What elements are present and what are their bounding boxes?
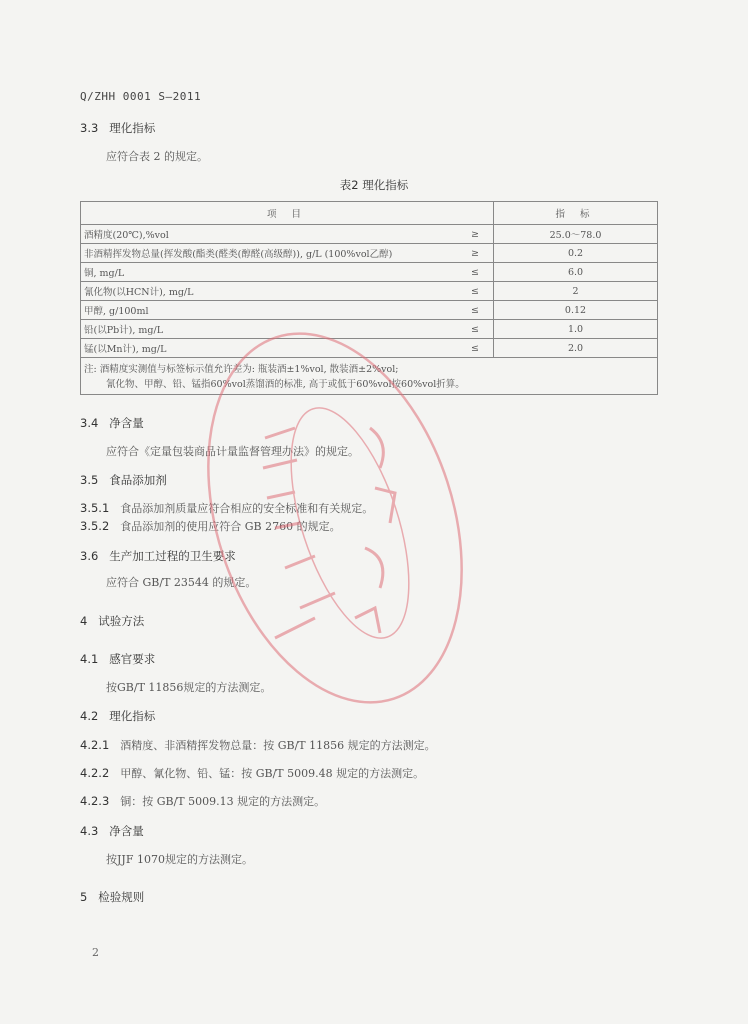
section-number: 5 — [80, 890, 88, 904]
section-3-3-heading — [80, 120, 155, 136]
section-3-6-text: 应符合 GB/T 23544 的规定。 — [106, 576, 257, 589]
cell-operator: ≤ — [457, 301, 494, 320]
section-number: 4.3 — [80, 824, 99, 838]
cell-operator: ≤ — [457, 282, 494, 301]
section-4-2-2 — [80, 765, 424, 781]
stamp-outer-ring — [205, 318, 465, 718]
section-4-heading — [80, 613, 144, 629]
cell-value: 25.0～78.0 — [494, 225, 658, 244]
section-title: 食品添加剂 — [109, 473, 167, 487]
table-header-row — [81, 202, 658, 225]
section-number: 4 — [80, 614, 88, 628]
clause-number: 4.2.1 — [80, 738, 110, 752]
section-title: 试验方法 — [98, 614, 145, 628]
cell-item: 锰(以Mn计), mg/L — [81, 339, 458, 358]
header-value: 指 标 — [494, 202, 658, 225]
clause-text: 甲醇、氰化物、铅、锰：按 GB/T 5009.48 规定的方法测定。 — [120, 767, 425, 780]
clause-text: 铜：按 GB/T 5009.13 规定的方法测定。 — [120, 795, 326, 808]
section-title: 理化指标 — [109, 121, 156, 135]
page-number: 2 — [92, 946, 99, 959]
section-5-heading — [80, 889, 144, 905]
section-4-3-heading — [80, 823, 144, 839]
section-title: 生产加工过程的卫生要求 — [109, 549, 236, 563]
clause-text: 食品添加剂质量应符合相应的安全标准和有关规定。 — [120, 502, 374, 515]
section-title: 感官要求 — [109, 652, 156, 666]
clause-number: 4.2.3 — [80, 794, 110, 808]
section-number: 3.6 — [80, 549, 99, 563]
clause-number: 3.5.1 — [80, 501, 110, 515]
note-line-1: 注: 酒精度实测值与标签标示值允许差为: 瓶装酒±1%vol, 散装酒±2%vol; — [84, 364, 399, 375]
section-4-2-3 — [80, 793, 325, 809]
table-row — [81, 263, 658, 282]
section-number: 4.1 — [80, 652, 99, 666]
cell-value: 0.12 — [494, 301, 658, 320]
section-number: 3.5 — [80, 473, 99, 487]
section-title: 理化指标 — [109, 709, 156, 723]
section-number: 3.4 — [80, 416, 99, 430]
section-4-2-1 — [80, 737, 436, 753]
section-3-5-heading — [80, 472, 167, 488]
stamp-seal-strokes — [263, 428, 335, 638]
approval-stamp — [205, 318, 465, 718]
clause-text: 食品添加剂的使用应符合 GB 2760 的规定。 — [120, 520, 341, 533]
section-4-3-text: 按JJF 1070规定的方法测定。 — [106, 853, 253, 866]
cell-item: 铜, mg/L — [81, 263, 458, 282]
table-row — [81, 225, 658, 244]
section-title: 净含量 — [109, 824, 144, 838]
clause-text: 酒精度、非酒精挥发物总量：按 GB/T 11856 规定的方法测定。 — [120, 739, 436, 752]
section-4-1-heading — [80, 651, 155, 667]
table-caption: 表2 理化指标 — [339, 178, 409, 192]
section-title: 净含量 — [109, 416, 144, 430]
standard-number: Q/ZHH 0001 S—2011 — [80, 90, 202, 103]
cell-operator: ≤ — [457, 263, 494, 282]
cell-item: 非酒精挥发物总量(挥发酸(酯类(醛类(醇醛(高级醇)), g/L (100%vol乙醇) — [81, 244, 458, 263]
note-line-2: 氰化物、甲醇、铅、锰指60%vol蒸馏酒的标准, 高于或低于60%vol按60%vol折算。 — [106, 379, 465, 390]
section-4-1-text: 按GB/T 11856规定的方法测定。 — [106, 681, 272, 694]
cell-item: 铅(以Pb计), mg/L — [81, 320, 458, 339]
section-number: 3.3 — [80, 121, 99, 135]
table-row — [81, 282, 658, 301]
cell-value: 1.0 — [494, 320, 658, 339]
section-number: 4.2 — [80, 709, 99, 723]
clause-number: 4.2.2 — [80, 766, 110, 780]
clause-number: 3.5.2 — [80, 519, 110, 533]
section-4-2-heading — [80, 708, 155, 724]
table-row — [81, 301, 658, 320]
cell-item: 氰化物(以HCN计), mg/L — [81, 282, 458, 301]
cell-value: 2.0 — [494, 339, 658, 358]
section-3-4-text: 应符合《定量包装商品计量监督管理办法》的规定。 — [106, 445, 359, 458]
cell-item: 酒精度(20℃),%vol — [81, 225, 458, 244]
section-title: 检验规则 — [98, 890, 145, 904]
section-3-4-heading — [80, 415, 144, 431]
cell-value: 2 — [494, 282, 658, 301]
stamp-inner-ring — [267, 394, 432, 652]
cell-value: 0.2 — [494, 244, 658, 263]
cell-operator: ≥ — [457, 244, 494, 263]
cell-operator: ≤ — [457, 320, 494, 339]
cell-operator: ≤ — [457, 339, 494, 358]
table-row — [81, 244, 658, 263]
cell-operator: ≥ — [457, 225, 494, 244]
section-3-3-text: 应符合表 2 的规定。 — [106, 150, 208, 163]
cell-item: 甲醇, g/100ml — [81, 301, 458, 320]
cell-value: 6.0 — [494, 263, 658, 282]
header-item: 项 目 — [81, 202, 494, 225]
